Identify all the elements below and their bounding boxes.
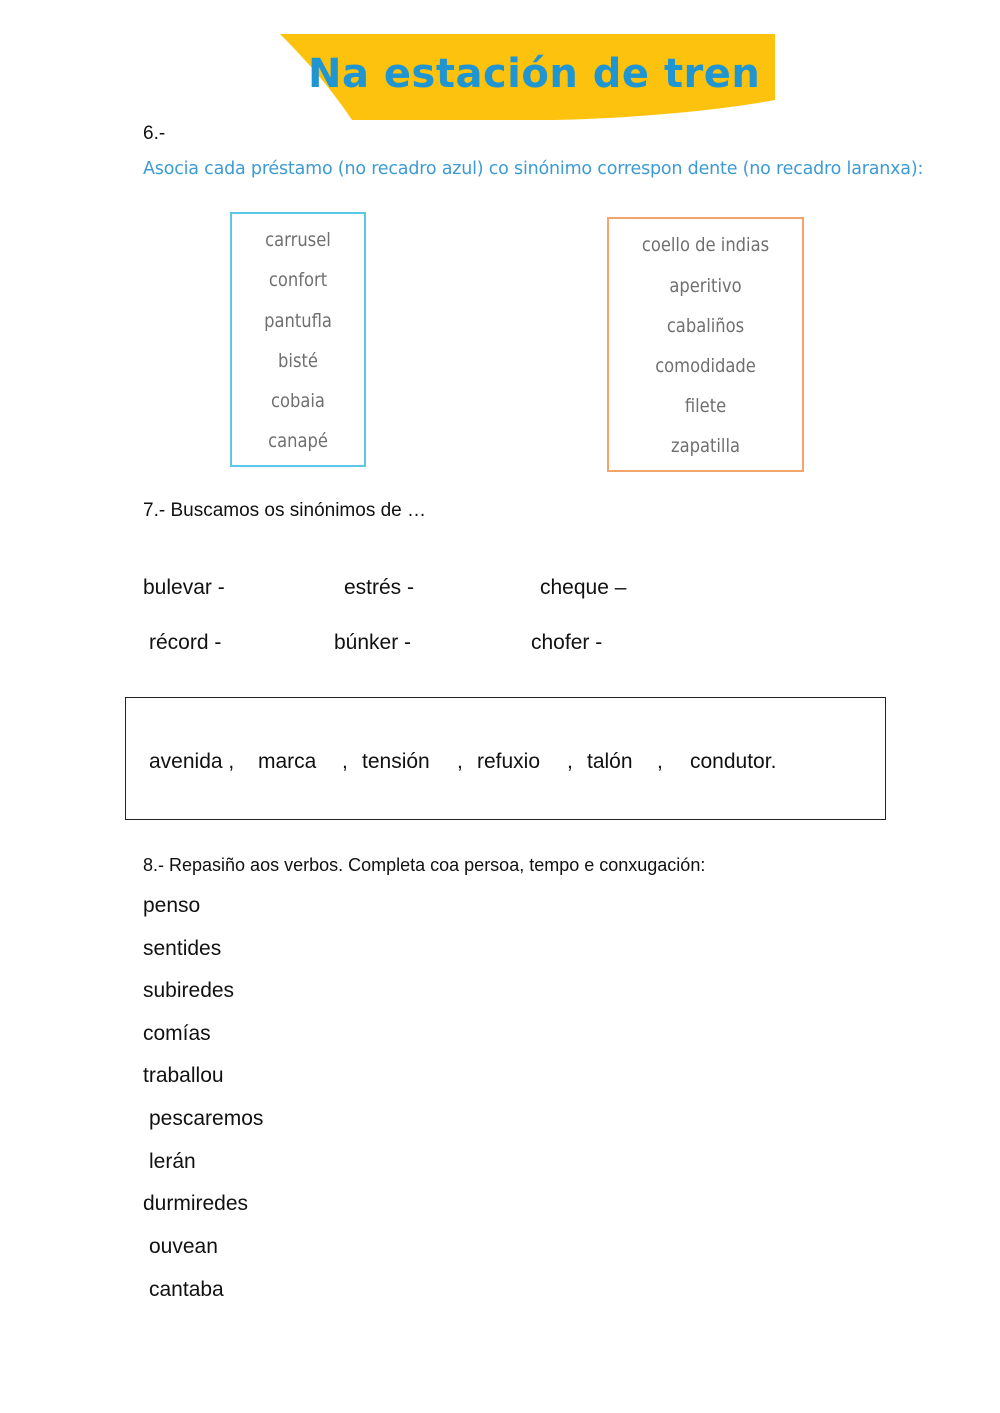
synonym-item: aperitivo	[669, 275, 742, 297]
loanword-item: bisté	[278, 350, 318, 372]
option-separator: ,	[457, 750, 463, 773]
loanword-item: canapé	[268, 430, 328, 452]
option-separator: ,	[342, 750, 348, 773]
option-word: talón	[587, 750, 633, 773]
option-word: tensión	[362, 750, 430, 773]
exercise-8-heading: 8.- Repasiño aos verbos. Completa coa persoa, tempo e conxugación:	[143, 855, 706, 875]
option-word: condutor.	[690, 750, 777, 773]
verb-item: cantaba	[149, 1278, 224, 1301]
verb-item: penso	[143, 894, 201, 917]
verb-item: lerán	[149, 1150, 196, 1173]
word-to-match: estrés -	[344, 576, 415, 599]
word-to-match: cheque –	[540, 576, 627, 599]
synonym-item: filete	[684, 395, 727, 417]
loanword-item: carrusel	[265, 229, 331, 251]
synonym-item: zapatilla	[670, 435, 741, 457]
loanword-item: cobaia	[271, 390, 325, 412]
exercise-6-number: 6.-	[143, 123, 166, 144]
option-word: marca	[258, 750, 317, 773]
synonyms-box	[607, 217, 804, 472]
word-to-match: búnker -	[334, 631, 412, 654]
verb-item: ouvean	[149, 1235, 218, 1258]
verb-item: traballou	[143, 1064, 224, 1087]
title-banner	[280, 34, 775, 120]
verb-item: subiredes	[143, 979, 235, 1002]
option-separator: ,	[657, 750, 663, 773]
option-word: avenida ,	[149, 750, 235, 773]
verb-item: pescaremos	[149, 1107, 264, 1130]
loanword-item: pantufla	[264, 310, 332, 332]
option-word: refuxio	[477, 750, 541, 773]
page-title: Na estación de tren	[308, 51, 761, 97]
verb-item: sentides	[143, 937, 222, 960]
loanword-item: confort	[268, 269, 328, 291]
word-to-match: bulevar -	[143, 576, 225, 599]
synonym-item: cabaliños	[666, 315, 745, 337]
loanwords-box	[230, 212, 366, 467]
word-to-match: chofer -	[531, 631, 603, 654]
option-separator: ,	[567, 750, 573, 773]
exercise-7-heading: 7.- Buscamos os sinónimos de …	[143, 500, 427, 521]
exercise-6-instruction: Asocia cada préstamo (no recadro azul) co sinónimo correspon dente (no recadro laranxa):	[143, 159, 924, 179]
verb-item: durmiredes	[143, 1192, 249, 1215]
synonym-item: coello de indias	[641, 234, 770, 256]
synonym-options-box	[125, 697, 886, 820]
verb-item: comías	[143, 1022, 211, 1045]
word-to-match: récord -	[149, 631, 222, 654]
synonym-item: comodidade	[655, 355, 756, 377]
